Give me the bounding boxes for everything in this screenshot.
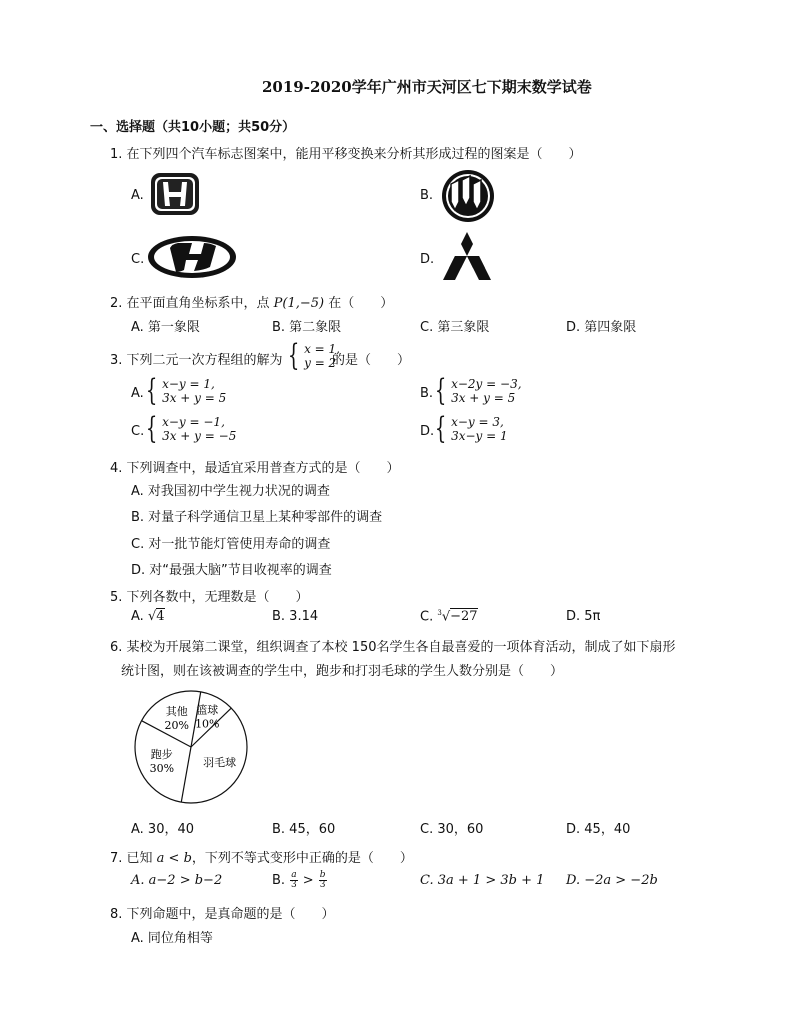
pie-slice-percent: 20% (164, 718, 189, 732)
q5-c-label: C. (420, 609, 438, 625)
q7-option-b (272, 871, 328, 890)
q1-option-a-label: A. (131, 188, 144, 203)
q7-option-c: C. 3a + 1 > 3b + 1 (420, 873, 545, 888)
q2-point: P(1,−5) (273, 296, 325, 311)
q4-option-a: A. 对我国初中学生视力状况的调查 (131, 484, 330, 499)
q4-option-d: D. 对“最强大脑”节目收视率的调查 (131, 563, 332, 578)
pie-slice-label: 羽毛球 (203, 756, 237, 770)
q2-option-a: A. 第一象限 (131, 320, 200, 335)
q2-option-d: D. 第四象限 (566, 320, 637, 335)
fraction (290, 871, 297, 890)
question-5-stem: 5. 下列各数中，无理数是（ ） (110, 590, 309, 605)
cbrt-icon: √ (441, 609, 451, 625)
q3-option-c-system (142, 411, 237, 446)
q3-option-a-system (142, 373, 227, 408)
q3-a-row-1: x−y = 1, (162, 377, 215, 391)
question-8-stem: 8. 下列命题中，是真命题的是（ ） (110, 907, 335, 922)
q1-option-b-label: B. (420, 188, 434, 203)
question-6-stem-line-1: 6. 某校为开展第二课堂，组织调查了本校 150名学生各自最喜爱的一项体育活动，制成了如下扇形 (110, 640, 676, 655)
question-1-stem: 1. 在下列四个汽车标志图案中，能用平移变换来分析其形成过程的图案是（ ） (110, 147, 582, 162)
numerator: a (291, 870, 297, 880)
q1-option-c-label: C. (131, 252, 145, 267)
q3-option-b-label: B. (420, 386, 434, 401)
q4-option-b: B. 对量子科学通信卫星上某种零部件的调查 (131, 510, 383, 525)
numerator: b (319, 870, 326, 880)
question-3-stem-suffix: 的是（ ） (332, 353, 411, 368)
q3-option-a-label: A. (131, 386, 144, 401)
q3-option-d-label: D. (420, 424, 435, 439)
section-header: 一、选择题（共10小题；共50分） (90, 120, 296, 135)
question-6-stem-line-2: 统计图，则在该被调查的学生中，跑步和打羽毛球的学生人数分别是（ ） (121, 664, 564, 679)
q4-option-c: C. 对一批节能灯管使用寿命的调查 (131, 537, 331, 552)
pie-slice-label: 其他 (165, 704, 188, 718)
gt-sign: > (298, 873, 318, 888)
page-title: 2019-2020学年广州市天河区七下期末数学试卷 (262, 78, 592, 96)
hyundai-logo-icon (146, 234, 238, 280)
brace: { (145, 373, 158, 408)
buick-logo-icon (438, 168, 498, 224)
pie-chart (133, 689, 249, 805)
q5-c-radicand: −27 (450, 609, 478, 625)
question-7-stem (110, 847, 413, 866)
q6-option-c: C. 30，60 (420, 822, 484, 837)
q5-option-a (131, 609, 165, 624)
denominator: 3 (291, 880, 297, 890)
q3-d-row-2: 3x−y = 1 (451, 429, 508, 443)
q8-option-a: A. 同位角相等 (131, 931, 213, 946)
q3-a-row-2: 3x + y = 5 (162, 391, 227, 405)
q7-stem-prefix: 7. 已知 (110, 851, 157, 866)
q3-option-d-system (431, 411, 508, 446)
pie-slice-label: 跑步 (150, 748, 173, 762)
q2-stem-prefix: 2. 在平面直角坐标系中，点 (110, 296, 274, 311)
q3-b-row-2: 3x + y = 5 (451, 391, 516, 405)
q2-stem-suffix: 在（ ） (324, 296, 394, 311)
q6-option-a: A. 30，40 (131, 822, 195, 837)
sqrt-icon: √ (147, 609, 157, 624)
pie-slice-percent: 10% (195, 717, 220, 731)
q5-a-label: A. (131, 609, 148, 624)
q7-condition: a < b (156, 851, 192, 866)
q5-option-c (420, 609, 478, 624)
q3-c-row-2: 3x + y = −5 (162, 429, 237, 443)
denominator: 3 (319, 880, 326, 890)
pie-chart-svg (133, 689, 249, 805)
pie-slice-label: 篮球 (196, 703, 219, 717)
q7-b-label: B. (272, 873, 290, 888)
q6-option-d: D. 45，40 (566, 822, 631, 837)
question-2-stem (110, 292, 393, 311)
q5-a-radicand: 4 (156, 609, 165, 624)
question-4-stem: 4. 下列调查中，最适宜采用普查方式的是（ ） (110, 461, 400, 476)
q2-option-c: C. 第三象限 (420, 320, 490, 335)
q3-option-c-label: C. (131, 424, 145, 439)
q2-option-b: B. 第二象限 (272, 320, 342, 335)
q5-c-index: 3 (437, 609, 442, 617)
pie-slice-percent: 30% (149, 762, 175, 776)
q3-d-row-1: x−y = 3, (451, 415, 504, 429)
honda-logo-icon (148, 170, 202, 218)
mitsubishi-logo-icon (442, 230, 492, 282)
q3-c-row-1: x−y = −1, (162, 415, 225, 429)
brace: { (145, 411, 158, 446)
q7-option-a: A. a−2 > b−2 (131, 873, 223, 888)
q3-sol-row-1: x = 1, (304, 342, 340, 356)
q7-option-d: D. −2a > −2b (566, 873, 658, 888)
brace: { (434, 411, 447, 446)
question-3-stem-prefix: 3. 下列二元一次方程组的解为 (110, 353, 283, 368)
q3-b-row-1: x−2y = −3, (451, 377, 522, 391)
q3-sol-row-2: y = 2 (304, 356, 337, 370)
q5-option-d: D. 5π (566, 609, 601, 624)
q5-option-b: B. 3.14 (272, 609, 319, 624)
q1-option-d-label: D. (420, 252, 435, 267)
fraction (319, 871, 327, 890)
brace: { (434, 373, 447, 408)
q7-stem-suffix: ，下列不等式变形中正确的是（ ） (191, 851, 413, 866)
brace: { (287, 338, 300, 373)
q6-option-b: B. 45，60 (272, 822, 336, 837)
q3-option-b-system (431, 373, 522, 408)
